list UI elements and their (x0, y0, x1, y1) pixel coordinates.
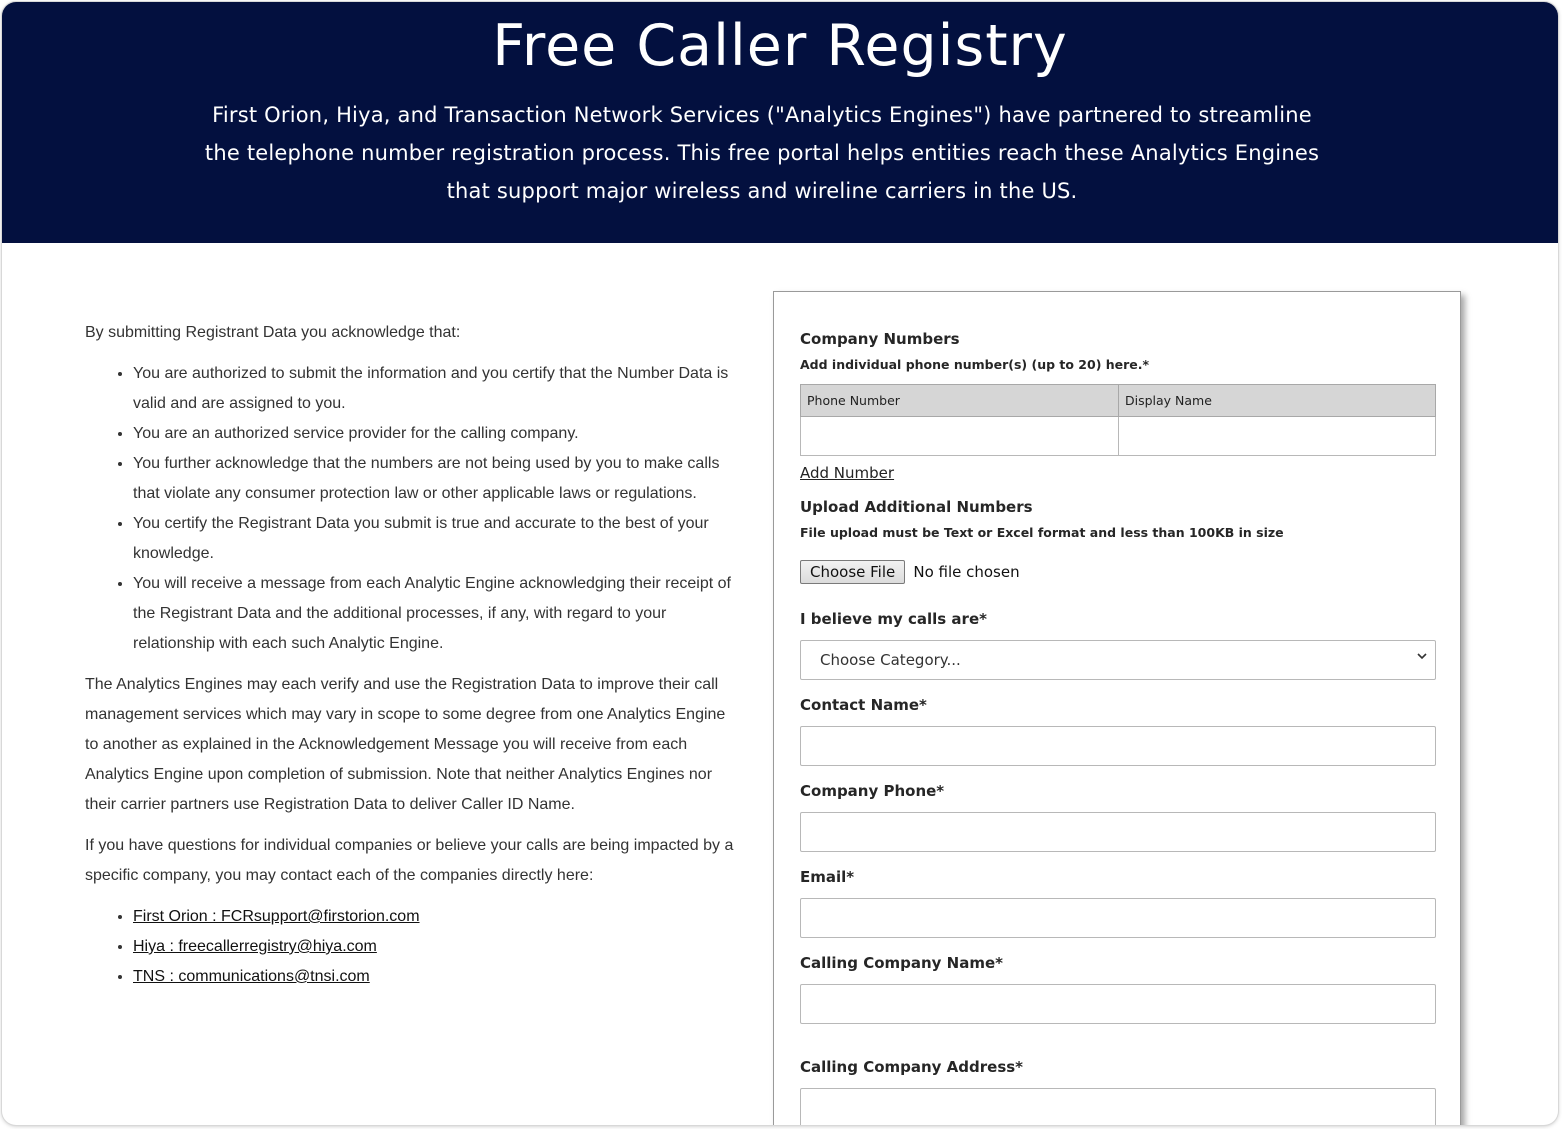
intro-text: By submitting Registrant Data you acknowledge that: (85, 324, 461, 341)
email-label: Email* (800, 868, 855, 886)
add-number-link[interactable]: Add Number (800, 464, 895, 482)
hero-banner (2, 2, 1558, 243)
list-item: • You certify the Registrant Data you submit is true and accurate to the best of your knowledge. (133, 509, 739, 569)
add-number-row (800, 463, 1436, 482)
calling-company-address-label: Calling Company Address* (800, 1058, 1024, 1076)
page-frame (2, 2, 1558, 1125)
chevron-down-icon (1415, 649, 1429, 663)
contact-name-label: Contact Name* (800, 696, 927, 714)
display-name-input[interactable] (1119, 417, 1436, 456)
email-input[interactable] (800, 898, 1436, 938)
contact-paragraph: If you have questions for individual companies or believe your calls are being impacted by a specific company, you may contact each of the companies directly here: (85, 837, 734, 884)
hero-description: First Orion, Hiya, and Transaction Network Services ("Analytics Engines") have partnered to streamline the telephone number registration process. This free portal helps entities reach these Analytics Engines that support major wireless and wireline carriers in the US. (204, 103, 1320, 203)
display-name-header: Display Name (1119, 385, 1436, 417)
calling-company-name-label: Calling Company Name* (800, 954, 1003, 972)
company-phone-input[interactable] (800, 812, 1436, 852)
choose-file-button[interactable]: Choose File (800, 560, 905, 584)
registration-form (773, 291, 1461, 1125)
list-item (133, 902, 739, 932)
verification-paragraph: The Analytics Engines may each verify and use the Registration Data to improve their call management services which may vary in scope to some degree from one Analytics Engine to another as explained in the Acknowledgement Message you will receive from each Analytics Engine upon completion of submission. Note that neither Analytics Engines nor their carrier partners use Registration Data to deliver Caller ID Name. (85, 676, 726, 813)
company-numbers-hint: Add individual phone number(s) (up to 20) here.* (800, 357, 1150, 372)
list-item (133, 962, 739, 992)
no-file-status: No file chosen (913, 563, 1020, 581)
list-item: • You will receive a message from each Analytic Engine acknowledging their receipt of the Registrant Data and the additional processes, if any, with regard to your relationship with each such Analytic Engine. (133, 569, 739, 659)
company-phone-label: Company Phone* (800, 782, 945, 800)
company-numbers-table (800, 384, 1436, 456)
list-item: • You further acknowledge that the numbers are not being used by you to make calls that violate any consumer protection law or other applicable laws or regulations. (133, 449, 739, 509)
acknowledgement-section (85, 318, 739, 1003)
list-item: • You are an authorized service provider for the calling company. (133, 419, 739, 449)
calling-company-address-input[interactable] (800, 1088, 1436, 1125)
list-item (133, 932, 739, 962)
first-orion-contact-link[interactable]: First Orion : FCRsupport@firstorion.com (133, 908, 420, 925)
calling-company-name-input[interactable] (800, 984, 1436, 1024)
hiya-contact-link[interactable]: Hiya : freecallerregistry@hiya.com (133, 938, 377, 955)
phone-number-header: Phone Number (801, 385, 1119, 417)
file-upload-row (800, 560, 1436, 584)
contact-name-input[interactable] (800, 726, 1436, 766)
page-title: Free Caller Registry (492, 13, 1068, 79)
upload-label: Upload Additional Numbers (800, 498, 1033, 516)
tns-contact-link[interactable]: TNS : communications@tnsi.com (133, 968, 370, 985)
acknowledgement-list (85, 359, 739, 659)
phone-number-input[interactable] (801, 417, 1119, 456)
company-numbers-label: Company Numbers (800, 330, 960, 348)
calls-category-select[interactable] (800, 640, 1436, 680)
calls-category-label: I believe my calls are* (800, 610, 987, 628)
calls-category-value: Choose Category... (820, 651, 961, 669)
list-item: • You are authorized to submit the information and you certify that the Number Data is valid and are assigned to you. (133, 359, 739, 419)
upload-hint: File upload must be Text or Excel format and less than 100KB in size (800, 525, 1284, 540)
contact-list (85, 902, 739, 992)
